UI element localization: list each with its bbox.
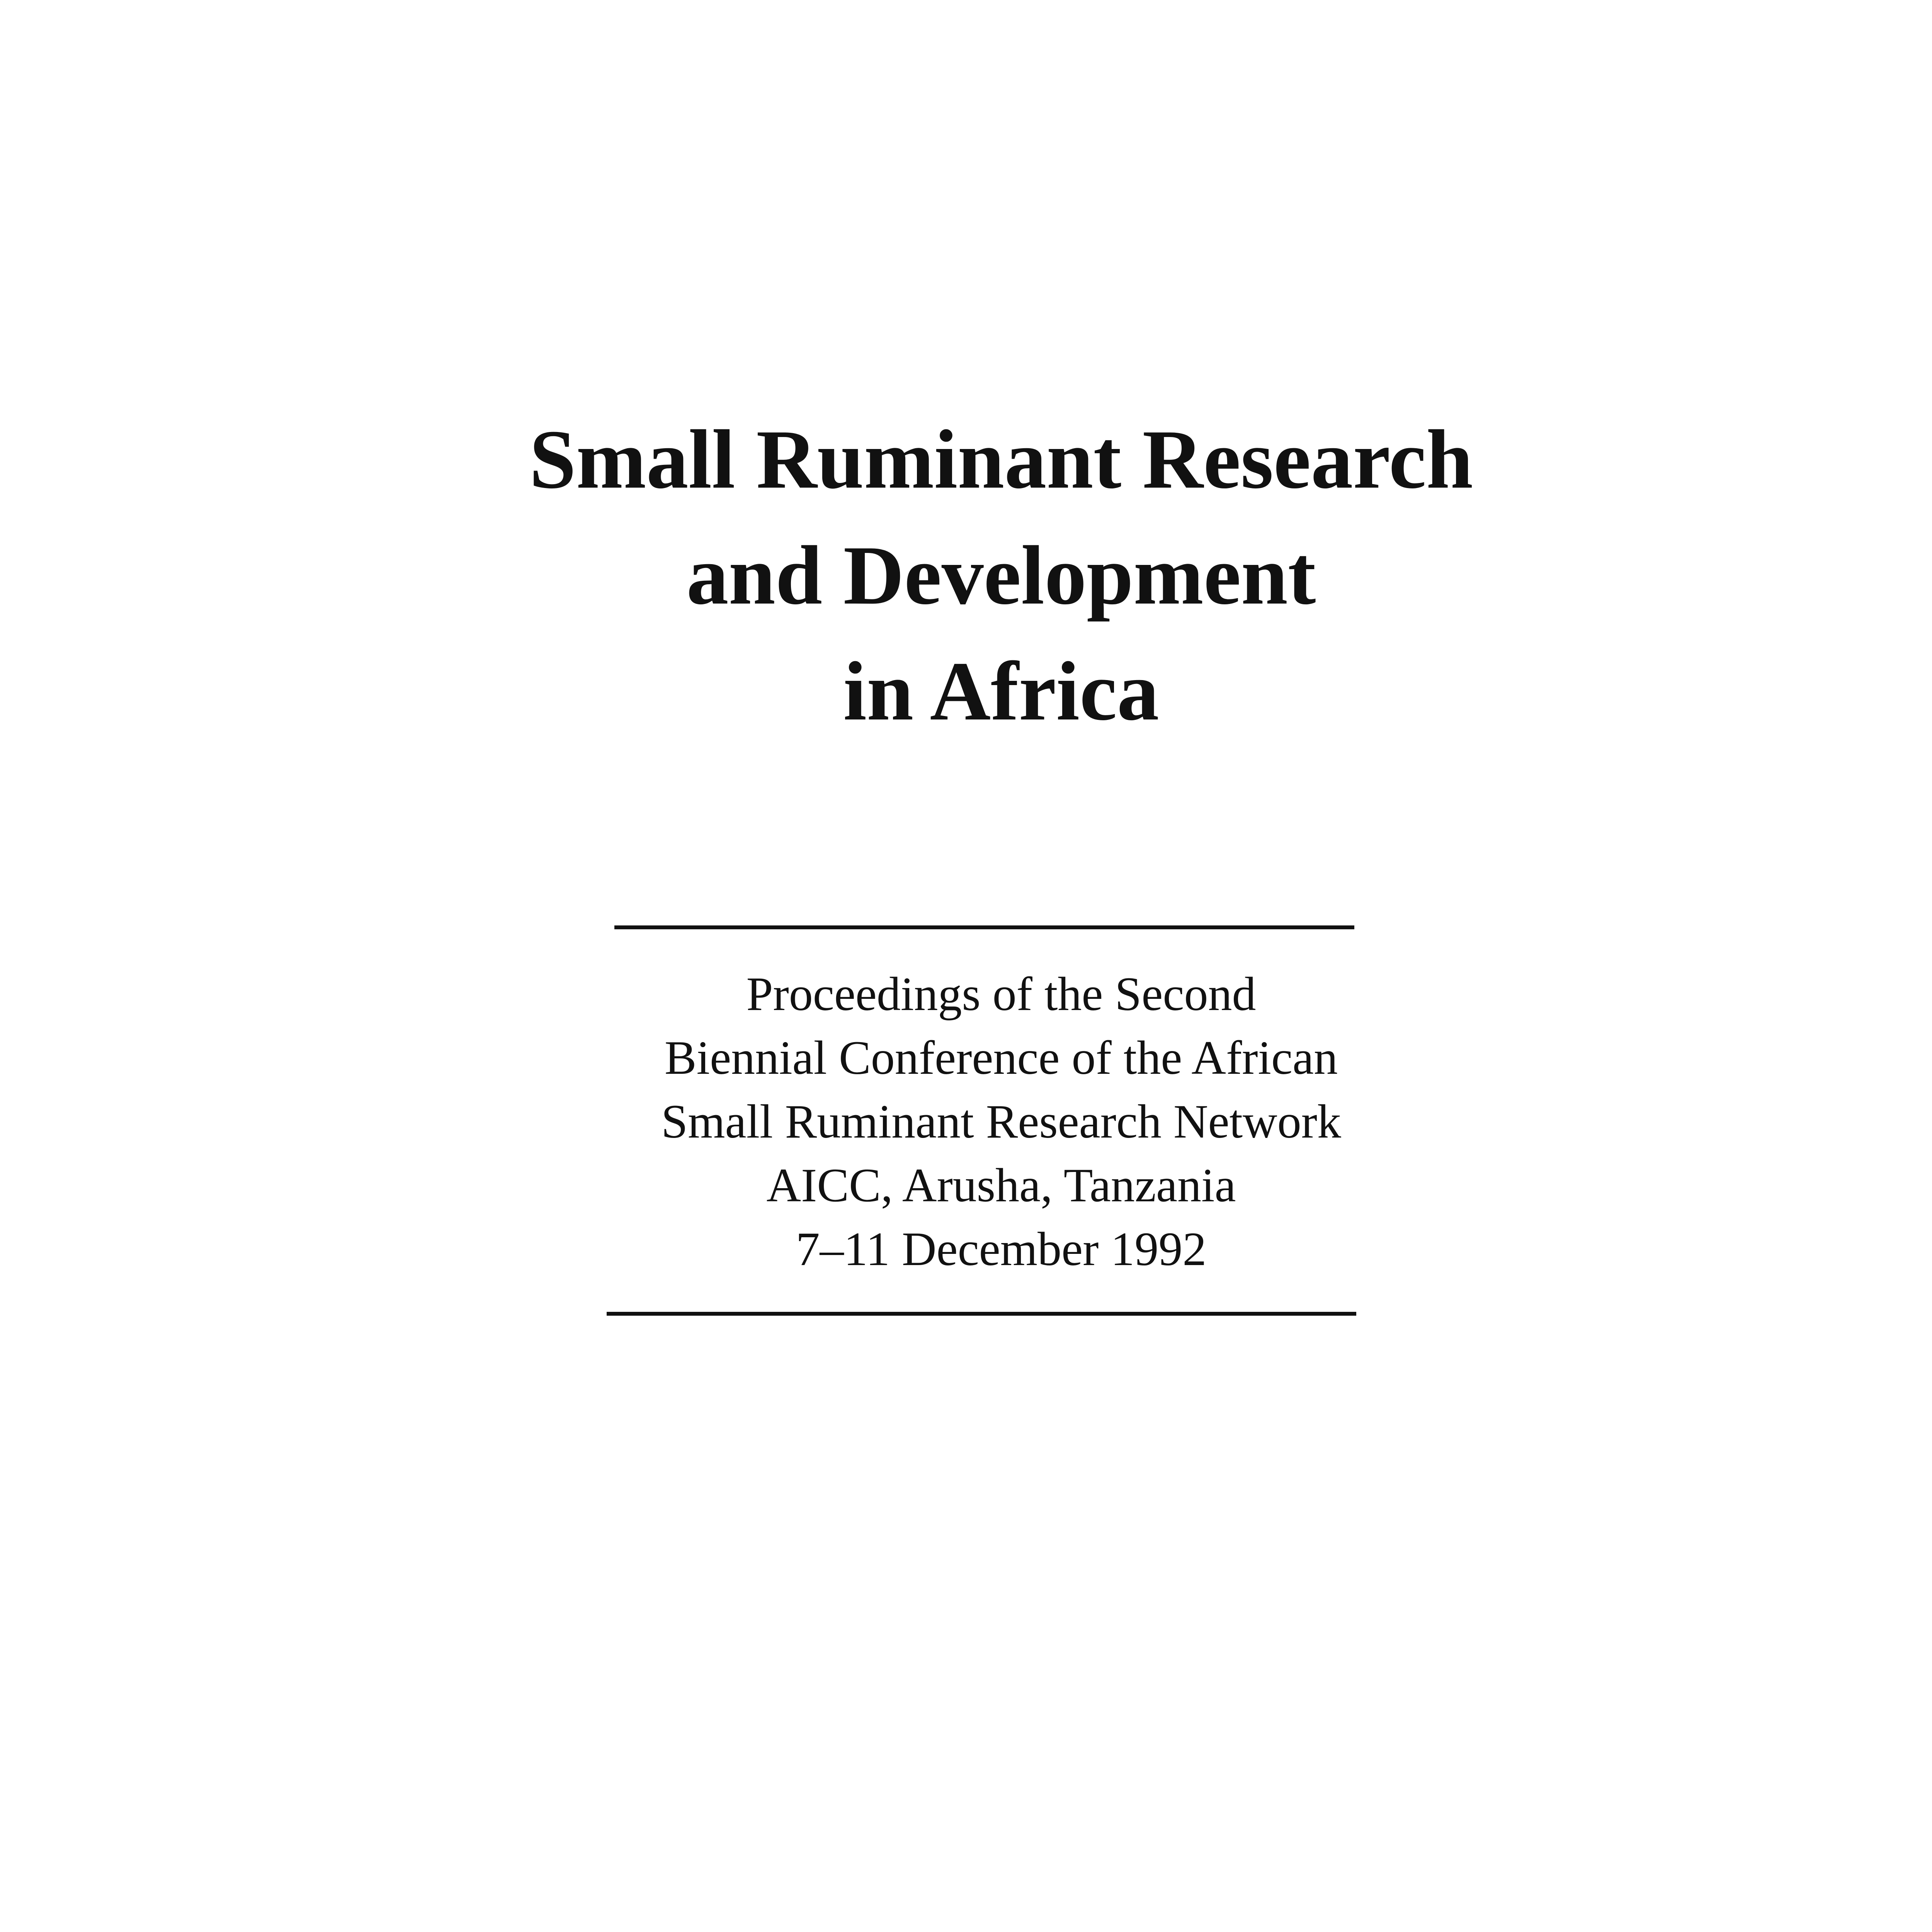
top-divider [614, 925, 1354, 929]
subtitle-line: AICC, Arusha, Tanzania [766, 1159, 1236, 1212]
title-line-3: in Africa [843, 645, 1159, 738]
proceedings-subtitle [0, 962, 1932, 1281]
subtitle-line: Proceedings of the Second [746, 968, 1256, 1020]
subtitle-line: Biennial Conference of the African [664, 1031, 1338, 1084]
book-title [0, 402, 1932, 750]
title-line-1: Small Ruminant Research [529, 413, 1473, 506]
bottom-divider [607, 1312, 1356, 1316]
subtitle-line: 7–11 December 1992 [796, 1223, 1207, 1276]
title-line-2: and Development [686, 529, 1316, 622]
subtitle-line: Small Ruminant Research Network [661, 1095, 1341, 1148]
